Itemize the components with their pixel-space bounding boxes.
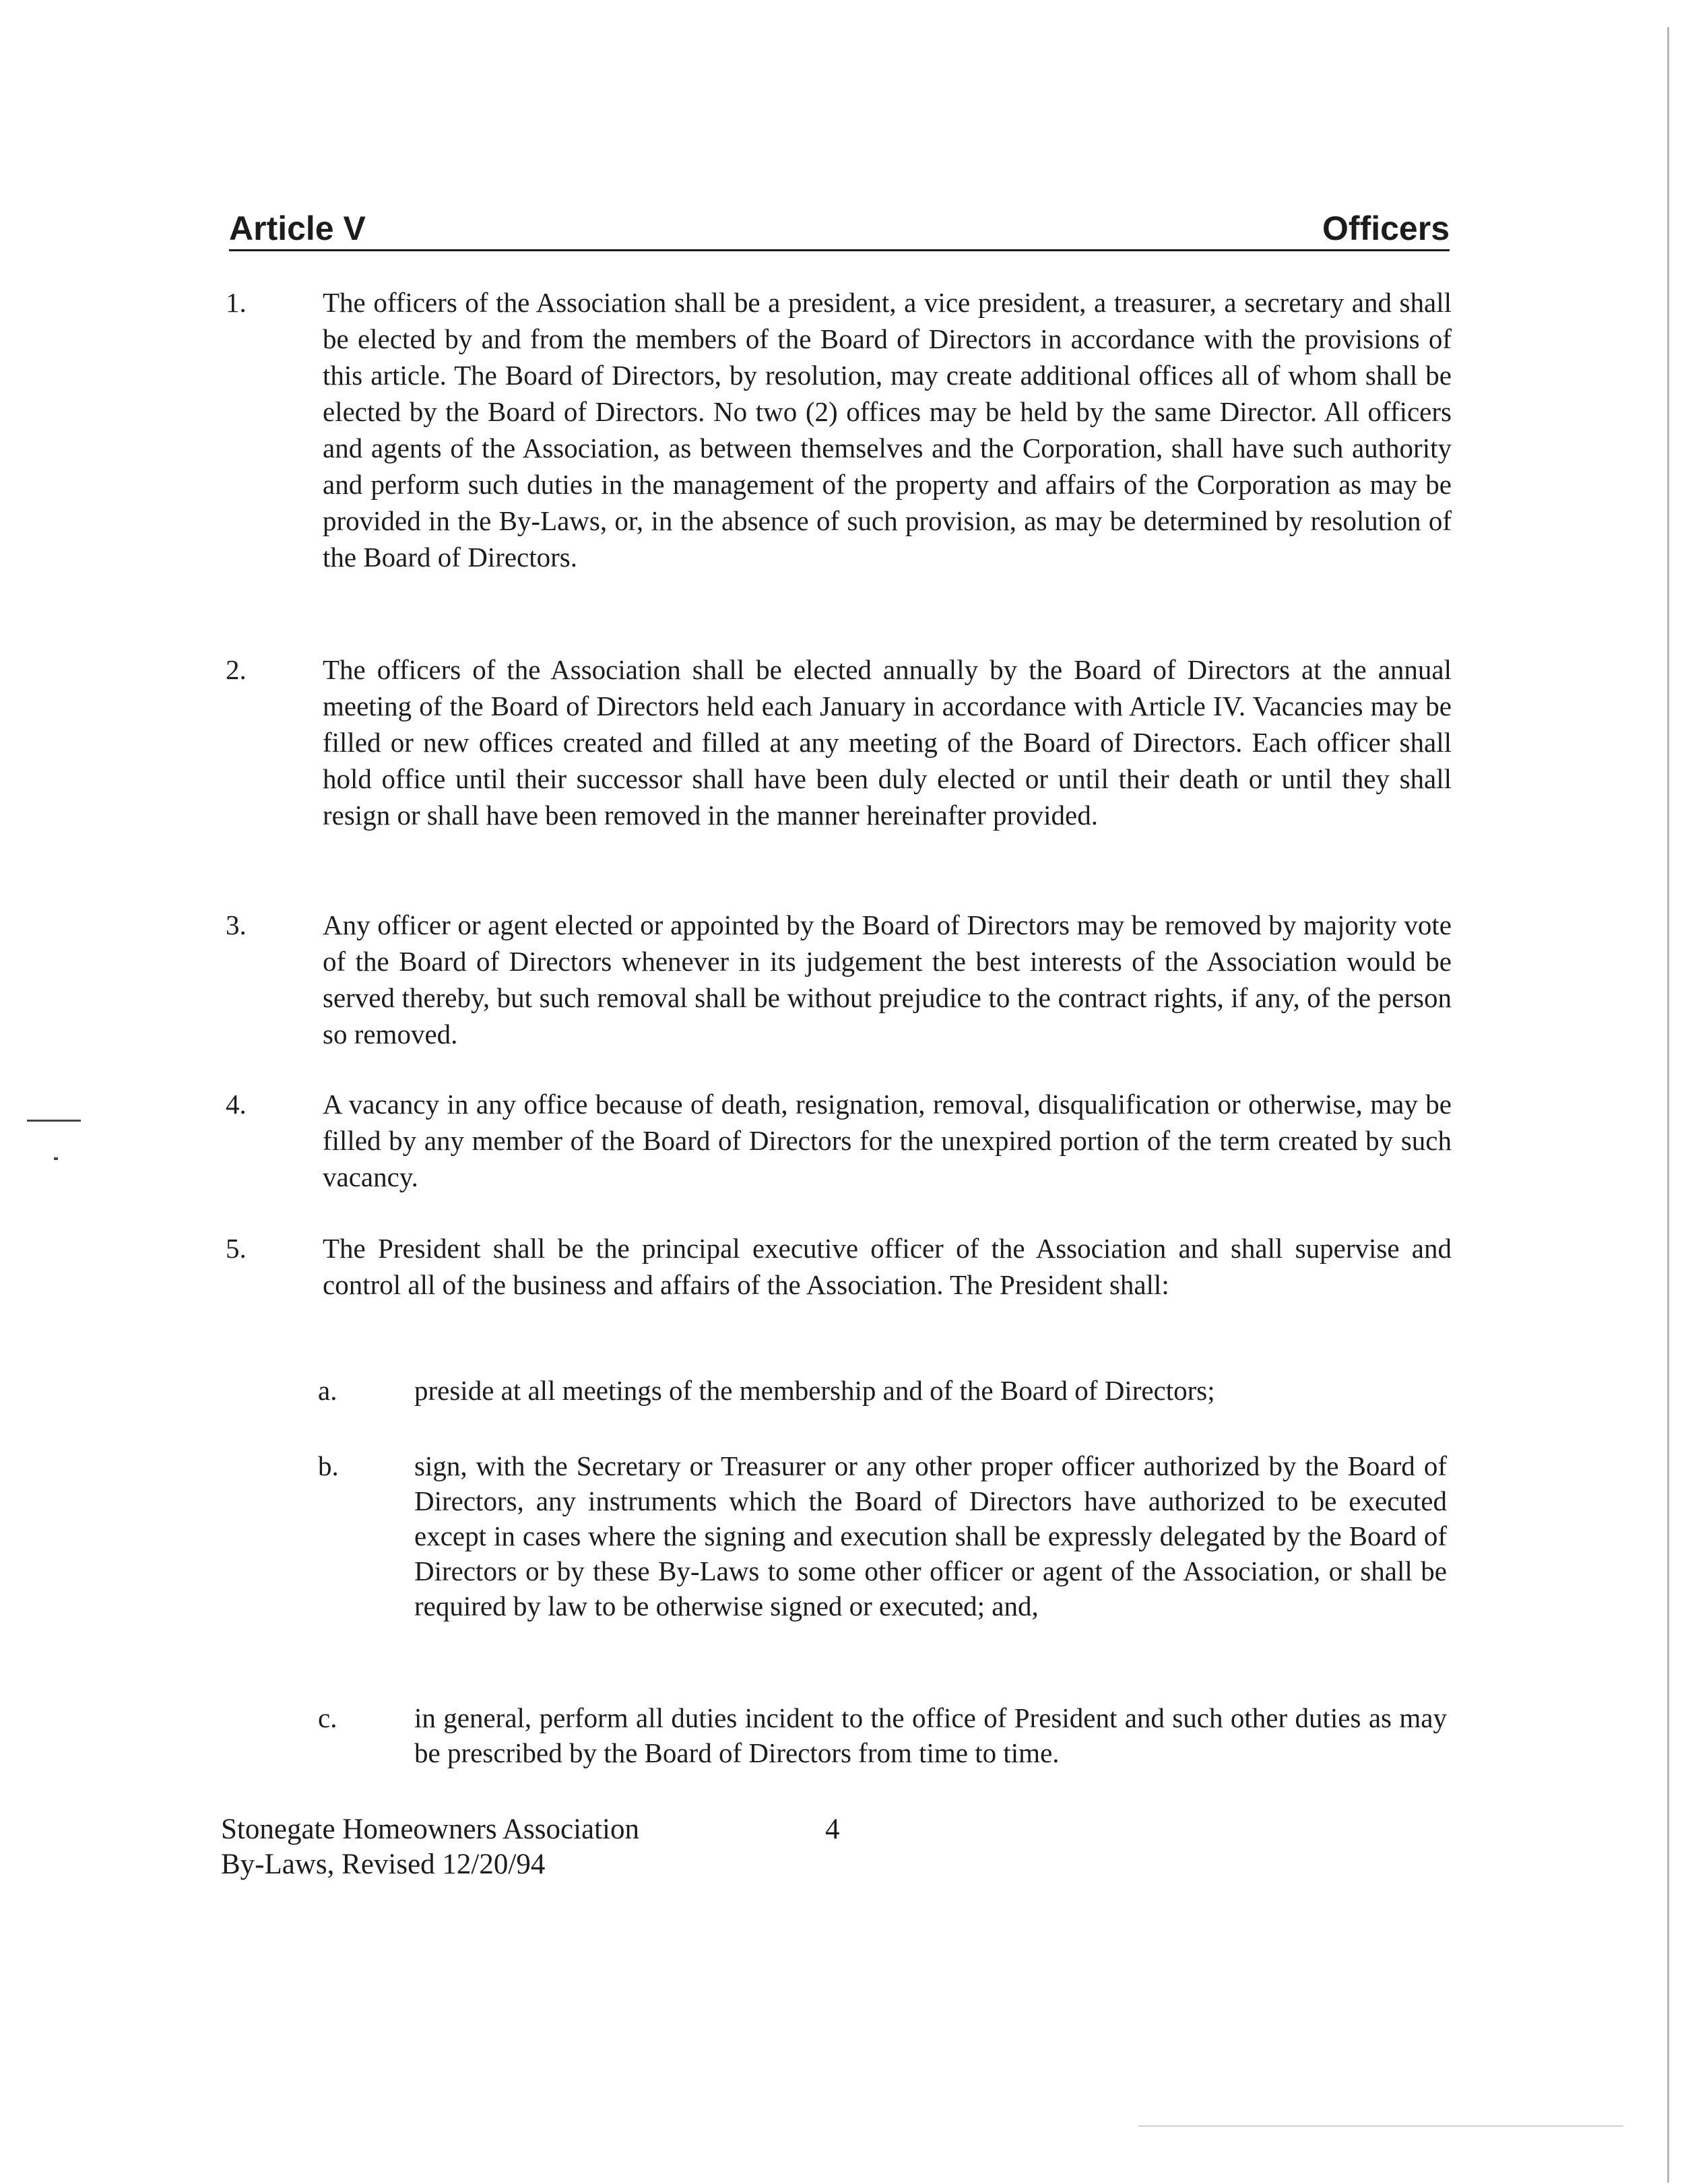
scan-artifact-dot [54, 1157, 58, 1160]
paragraph-text: Any officer or agent elected or appointed by the Board of Directors may be removed by majority vote of the Board of Directors whenever in its judgement the best interests of the Association would be served thereby, but such removal shall be without prejudice to the contract rights, if any, of the person so removed. [323, 909, 1452, 1050]
paragraph-number: 2. [226, 654, 247, 685]
footer-revision: By-Laws, Revised 12/20/94 [221, 1849, 546, 1880]
paragraph-number: 3. [226, 909, 247, 940]
subparagraph-text: in general, perform all duties incident to the office of President and such other duties as may be prescribed by the Board of Directors from time to time. [414, 1702, 1447, 1768]
lettered-subparagraph [318, 1700, 1447, 1770]
numbered-paragraph [226, 1230, 1452, 1303]
subparagraph-text: preside at all meetings of the membership and of the Board of Directors; [414, 1375, 1215, 1406]
article-title: Officers [1322, 210, 1450, 247]
paragraph-text: A vacancy in any office because of death, resignation, removal, disqualification or otherwise, may be filled by any member of the Board of Directors for the unexpired portion of the term created by such vacancy. [323, 1089, 1452, 1192]
article-header [229, 202, 1450, 251]
paragraph-number: 5. [226, 1233, 247, 1264]
subparagraph-text: sign, with the Secretary or Treasurer or any other proper officer authorized by the Board of Directors, any instruments which the Board of Directors have authorized to be executed except in cases where the signing and execution shall be expressly delegated by the Board of Directors or by these By-Laws to some other officer or agent of the Association, or shall be required by law to be otherwise signed or executed; and, [414, 1450, 1447, 1621]
numbered-paragraph [226, 1086, 1452, 1195]
lettered-subparagraph [318, 1448, 1447, 1624]
paragraph-number: 1. [226, 287, 247, 318]
numbered-paragraph [226, 651, 1452, 833]
document-footer [221, 1812, 639, 1882]
scan-artifact-line [1138, 2125, 1623, 2127]
subparagraph-letter: b. [318, 1450, 339, 1481]
lettered-subparagraph [318, 1373, 1447, 1408]
numbered-paragraph [226, 907, 1452, 1052]
numbered-paragraph [226, 284, 1452, 575]
subparagraph-letter: c. [318, 1702, 337, 1733]
footer-organization: Stonegate Homeowners Association [221, 1813, 640, 1845]
scan-artifact-mark [27, 1120, 81, 1122]
paragraph-text: The officers of the Association shall be elected annually by the Board of Directors at the annual meeting of the Board of Directors held each January in accordance with Article IV. Vacancies may be filled or new offices created and filled at any meeting of the Board of Directors. Each officer shall hold office until their successor shall have been duly elected or until their death or until they shall resign or shall have been removed in the manner hereinafter provided. [323, 654, 1452, 831]
article-number: Article V [229, 210, 366, 247]
scan-edge-line [1667, 27, 1669, 2183]
paragraph-text: The officers of the Association shall be a president, a vice president, a treasurer, a secretary and shall be elected by and from the members of the Board of Directors in accordance with the provisions of this article. The Board of Directors, by resolution, may create additional offices all of whom shall be elected by the Board of Directors. No two (2) offices may be held by the same Director. All officers and agents of the Association, as between themselves and the Corporation, shall have such authority and perform such duties in the management of the property and affairs of the Corporation as may be provided in the By-Laws, or, in the absence of such provision, as may be determined by resolution of the Board of Directors. [323, 287, 1452, 573]
subparagraph-letter: a. [318, 1375, 337, 1406]
paragraph-number: 4. [226, 1089, 247, 1120]
page-number: 4 [825, 1813, 840, 1845]
paragraph-text: The President shall be the principal executive officer of the Association and shall supervise and control all of the business and affairs of the Association. The President shall: [323, 1233, 1452, 1300]
